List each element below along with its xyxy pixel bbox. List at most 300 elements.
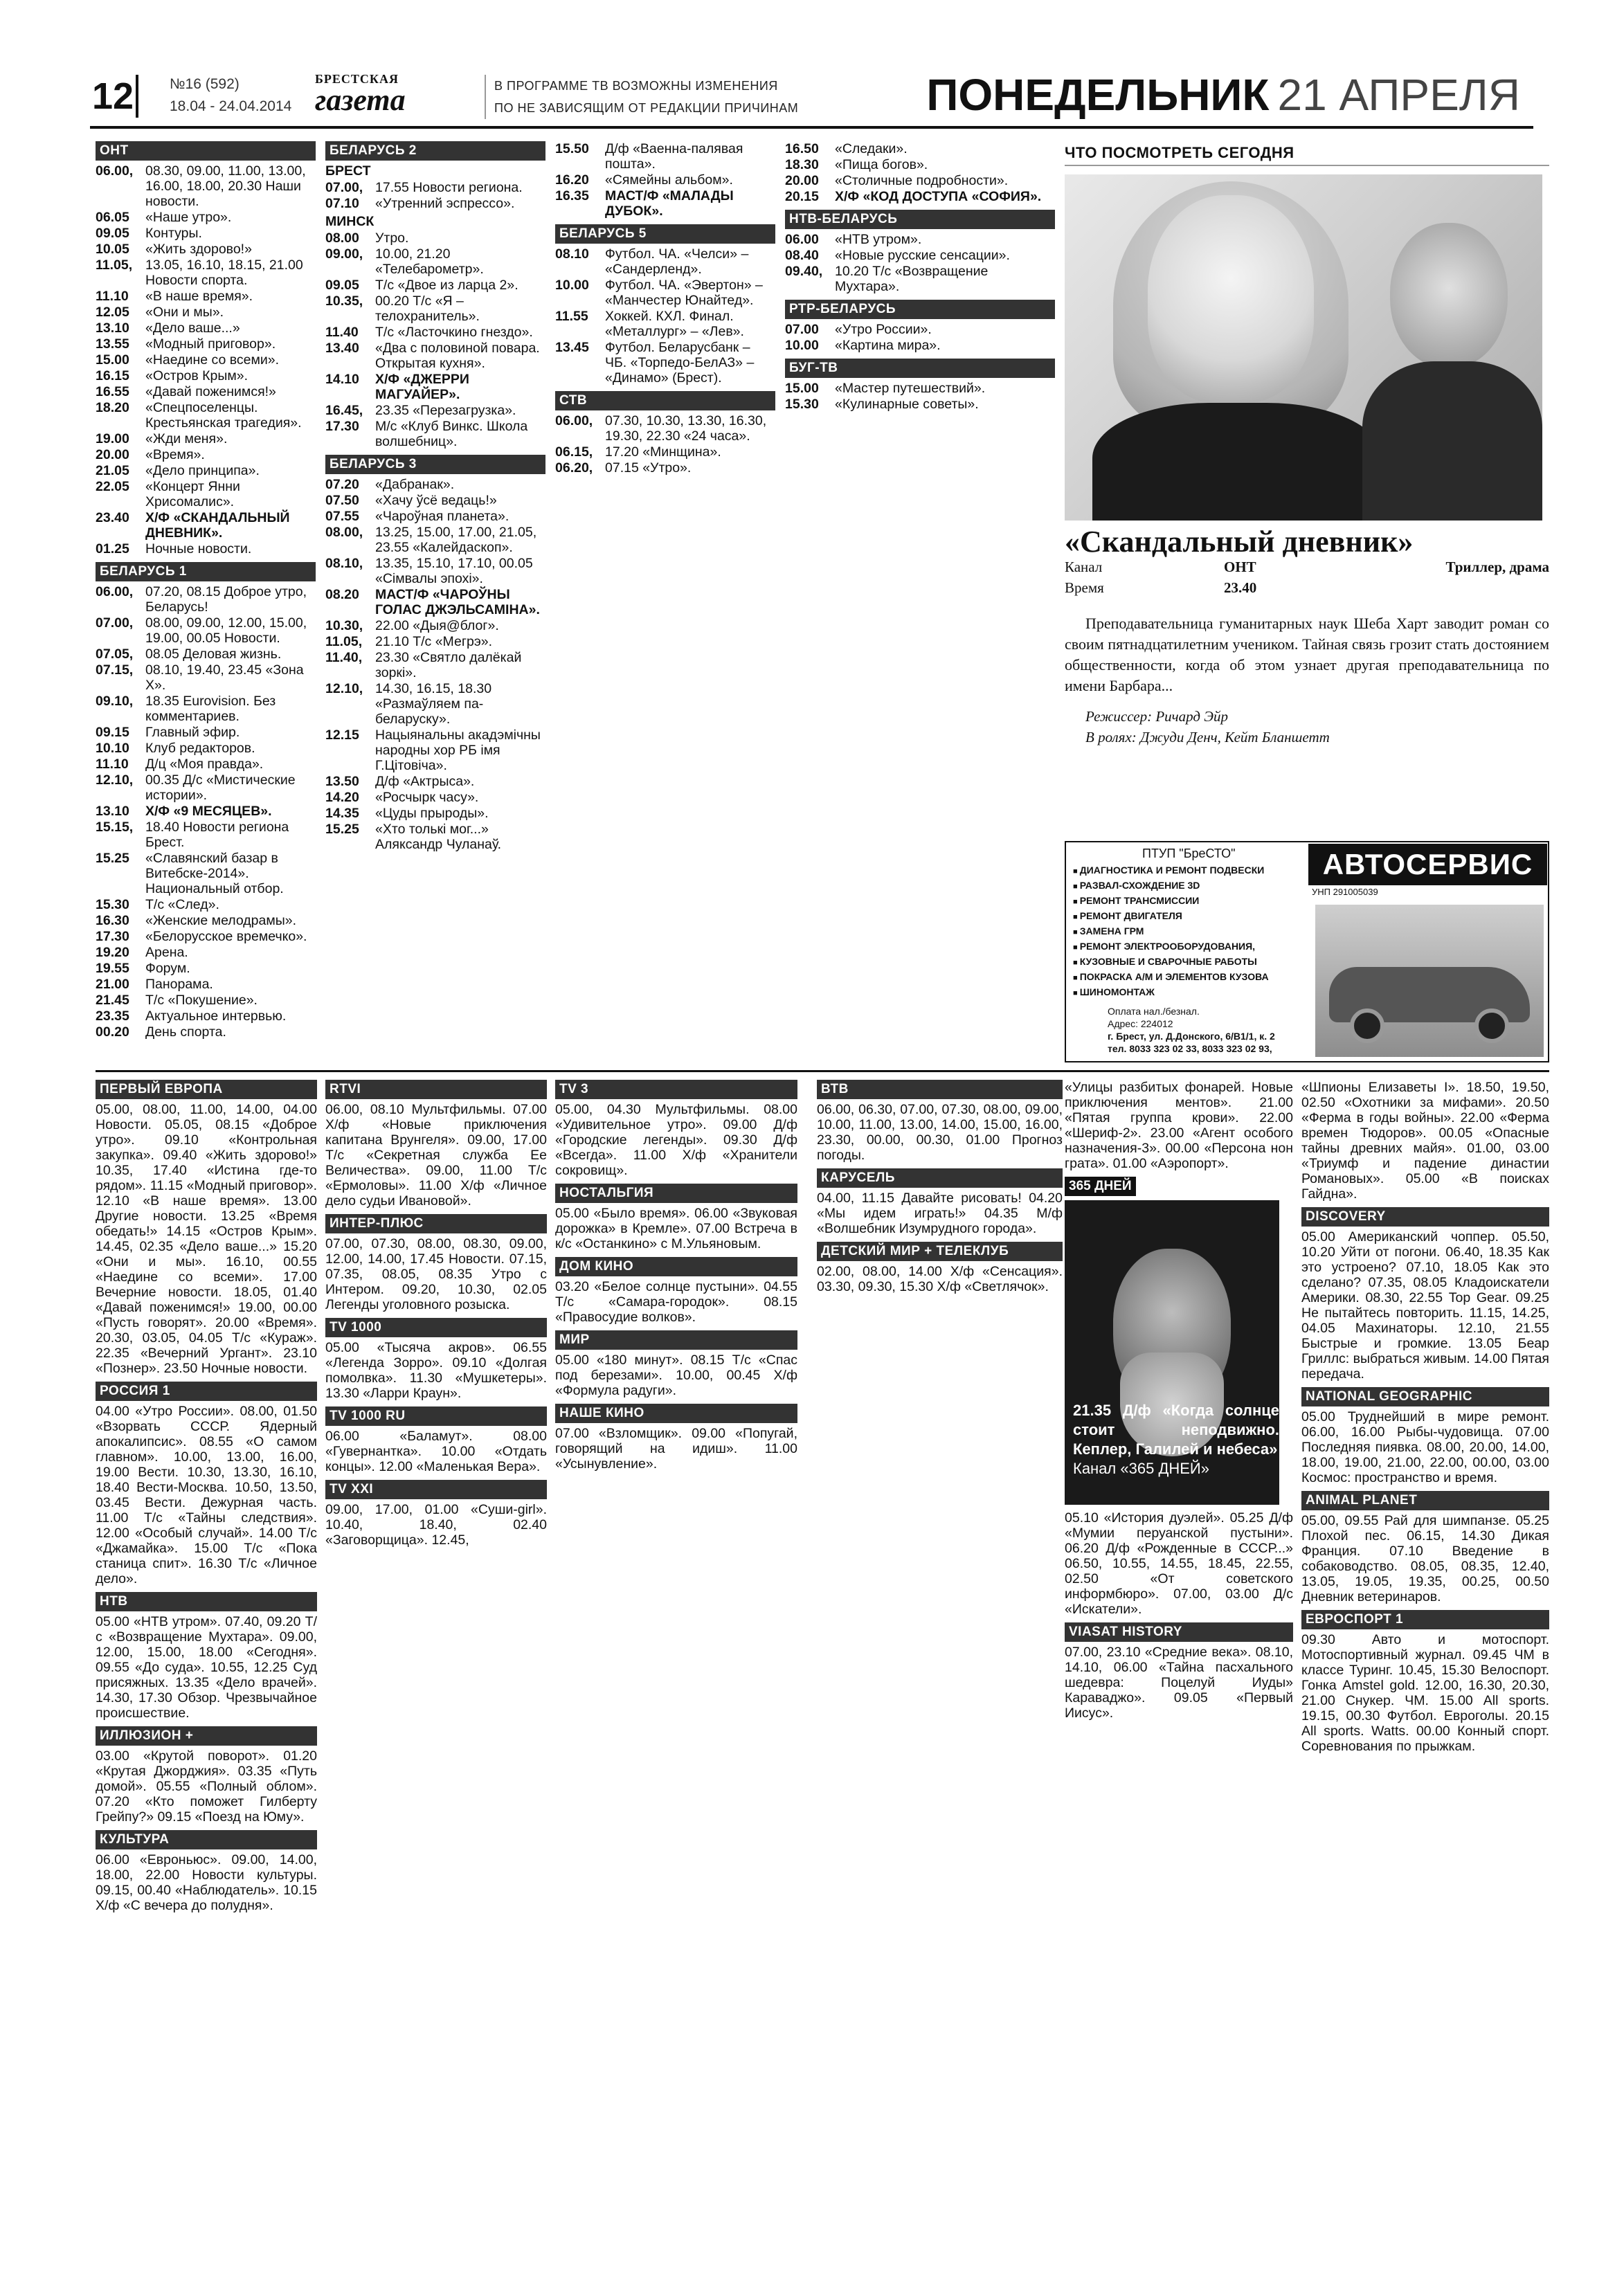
program-title: Футбол. ЧА. «Эвертон» – «Манчестер Юнайтед». [605, 278, 763, 308]
channel-header: НАШЕ КИНО [555, 1404, 797, 1423]
channel-text: 06.00, 08.10 Мультфильмы. 07.00 Х/ф «Новые приключения капитана Врунгеля». 09.00, 17.00 Т/с «Секретная служба Ее Величества». 09.00, 11.00 Т/с «Ермоловы». 11.00 Х/ф «Личное дело судьи Ивановой». [325, 1102, 547, 1209]
program-title: Т/с «Двое из ларца 2». [375, 278, 518, 293]
program-title: Хоккей. КХЛ. Финал. «Металлург» – «Лев». [605, 309, 744, 339]
program-row [96, 1008, 316, 1024]
channel-text: 09.00, 17.00, 01.00 «Суши-girl». 10.40, 18.40, 02.40 «Заговорщица». 12.45, [325, 1502, 547, 1548]
program-time: 13.10 [96, 320, 129, 336]
belarus5-rows [555, 246, 775, 386]
program-title: 08.30, 09.00, 11.00, 13.00, 16.00, 18.00, 20.30 Наши новости. [145, 163, 306, 209]
film-title: «Скандальный дневник» [1065, 525, 1414, 559]
column-3 [555, 141, 775, 1055]
program-title: 00.35 Д/с «Мистические истории». [145, 772, 296, 803]
program-title: 07.15 «Утро». [605, 460, 692, 476]
program-time: 13.50 [325, 774, 359, 789]
program-row [96, 929, 316, 944]
program-time: 09.05 [96, 226, 129, 241]
channel-header: НТВ [96, 1592, 317, 1611]
program-title: «Кулинарные советы». [835, 397, 979, 412]
channel-header: NATIONAL GEOGRAPHIC [1301, 1387, 1549, 1406]
film-director: Режиссер: Ричард Эйр [1085, 708, 1229, 725]
program-time: 16.15 [96, 368, 129, 383]
program-title: «Дело ваше...» [145, 320, 240, 336]
channel-text: 04.00 «Утро России». 08.00, 01.50 «Взорвать СССР. Ядерный апокалипсис». 08.55 «О самом главном». 10.00, 13.00, 16.00, 19.00 Вести. 10.30, 13.30, 16.10, 18.40 Вести-Москва. 10.50, 13.50, 03.45 Вести. Дежурная часть. 11.00 Т/с «Тайны следствия». 12.00 «Особый случай». 14.00 Т/с «Джамайка». 15.00 Т/с «Пока станица спит». 16.30 Т/с «Личное дело». [96, 1404, 317, 1586]
program-time: 15.30 [785, 397, 819, 412]
program-time: 17.30 [325, 419, 359, 434]
program-title: 13.25, 15.00, 17.00, 21.05, 23.55 «Калейдаскоп». [375, 525, 537, 555]
page-number: 12 [90, 75, 138, 118]
program-row [555, 278, 775, 308]
program-row [325, 230, 545, 246]
bug-tv-rows [785, 381, 1055, 412]
program-title: Форум. [145, 961, 190, 976]
ad-phones: тел. 8033 323 02 33, 8033 323 02 93, [1108, 1043, 1272, 1054]
program-title: «Белорусское времечко». [145, 929, 307, 944]
channel-text: 07.00, 07.30, 08.00, 08.30, 09.00, 12.00, 14.00, 17.45 Новости. 07.15, 07.35, 08.05, 08.35 Утро с Интером. 09.20, 10.30, 02.05 Легенды уголовного розыска. [325, 1236, 547, 1312]
program-title: Футбол. ЧА. «Челси» – «Сандерленд». [605, 246, 749, 277]
bottom-column-4 [817, 1080, 1063, 2277]
program-row [96, 541, 316, 557]
channel-header: RTVI [325, 1080, 547, 1099]
belarus1-rows [96, 584, 316, 1040]
channel-header: ВТВ [817, 1080, 1063, 1099]
program-title: «Хачу ўсё ведаць!» [375, 493, 497, 508]
channel-text: 05.00, 09.55 Рай для шимпанзе. 05.25 Плохой пес. 06.15, 14.30 Дикая Франция. 07.10 Введение в собаководство. 08.05, 08.35, 12.40, 13.05, 19.05, 19.35, 00.25, 00.50 Дневник ветеринаров. [1301, 1513, 1549, 1604]
program-title: МАСТ/Ф «МАЛАДЫ ДУБОК». [605, 188, 734, 219]
channel-text: 06.00 «Баламут». 08.00 «Гувернантка». 10.00 «Отдать концы». 12.00 «Маленькая Вера». [325, 1429, 547, 1474]
program-time: 07.50 [325, 493, 359, 508]
channel-header: ДОМ КИНО [555, 1257, 797, 1276]
program-row [325, 477, 545, 492]
program-time: 07.20 [325, 477, 359, 492]
program-time: 15.00 [96, 352, 129, 368]
channel-text: 03.00 «Крутой поворот». 01.20 «Крутая Джорджия». 03.35 «Путь домой». 05.55 «Полный облом». 07.20 «Кто поможет Гилберту Грейпу?» 09.15 «Поезд на Юму». [96, 1748, 317, 1825]
program-row [96, 163, 316, 209]
program-time: 09.10, [96, 694, 134, 709]
film-genre: Триллер, драма [1445, 559, 1549, 575]
ad-street: г. Брест, ул. Д.Донского, 6/В1/1, к. 2 [1108, 1031, 1275, 1042]
bottom-column-6 [1301, 1080, 1549, 2277]
weekday: ПОНЕДЕЛЬНИК [926, 70, 1270, 120]
channel-header: БЕЛАРУСЬ 2 [325, 141, 545, 161]
time-line [1065, 577, 1549, 598]
program-row [96, 820, 316, 850]
channel-header: БУГ-ТВ [785, 359, 1055, 378]
program-title: Д/ц «Моя правда». [145, 757, 264, 772]
program-title: «Утренний эспрессо». [375, 196, 515, 211]
program-time: 20.00 [785, 173, 819, 188]
channel-header: ДЕТСКИЙ МИР + ТЕЛЕКЛУБ [817, 1242, 1063, 1261]
program-row [96, 615, 316, 646]
bottom-section-rule [96, 1070, 1549, 1072]
program-time: 11.55 [555, 309, 588, 324]
program-title: Д/ф «Ваенна-палявая пошта». [605, 141, 743, 172]
program-row [325, 587, 545, 617]
program-time: 07.10 [325, 196, 359, 211]
channel-text: 05.00 Труднейший в мире ремонт. 06.00, 16.00 Рыбы-чудовища. 07.00 Последняя пиявка. 08.00, 20.00, 14.00, 18.00, 19.00, 21.00, 22.00, 00.00, 03.00 Космос: пространство и время. [1301, 1409, 1549, 1485]
program-row [785, 232, 1055, 247]
bottom-column-5 [1065, 1080, 1293, 2277]
program-title: Х/Ф «ДЖЕРРИ МАГУАЙЕР». [375, 372, 469, 402]
channel-ntv-bel [785, 210, 1055, 294]
ont-rows [96, 163, 316, 557]
program-title: «Мастер путешествий». [835, 381, 986, 396]
program-title: 00.20 Т/с «Я – телохранитель». [375, 293, 480, 324]
program-time: 23.35 [96, 1008, 129, 1024]
caption-title: 21.35 Д/ф «Когда солнце стоит неподвижно. Кеплер, Галилей и небеса» [1073, 1402, 1279, 1458]
program-row [96, 977, 316, 992]
program-row [96, 400, 316, 431]
actress-2-body [1362, 361, 1542, 521]
col3-top [555, 141, 775, 219]
program-row [96, 352, 316, 368]
program-time: 06.15, [555, 444, 593, 460]
program-time: 11.05, [325, 634, 363, 649]
actress-1-face [1148, 195, 1314, 403]
program-title: Контуры. [145, 226, 202, 241]
program-row [96, 725, 316, 740]
program-time: 10.05 [96, 242, 129, 257]
program-time: 21.45 [96, 993, 129, 1008]
program-row [96, 961, 316, 976]
channel-text: 02.00, 08.00, 14.00 Х/ф «Сенсация». 03.30, 09.30, 15.30 Х/ф «Светлячок». [817, 1264, 1063, 1294]
channel-header: ОНТ [96, 141, 316, 161]
column-2 [325, 141, 545, 1055]
program-row [96, 368, 316, 383]
ad-postcode: Адрес: 224012 [1108, 1018, 1173, 1029]
program-time: 08.10, [325, 556, 363, 571]
program-time: 15.50 [555, 141, 589, 156]
program-time: 16.45, [325, 403, 363, 418]
ad-service: ■ РАЗВАЛ-СХОЖДЕНИЕ 3D [1073, 878, 1269, 894]
program-title: «Остров Крым». [145, 368, 249, 383]
program-row [325, 634, 545, 649]
program-title: «Пища богов». [835, 157, 928, 172]
newspaper-logo [315, 72, 446, 117]
program-title: Главный эфир. [145, 725, 240, 740]
program-title: «Женские мелодрамы». [145, 913, 297, 928]
program-title: 17.55 Новости региона. [375, 180, 523, 195]
col4-top-rows [785, 141, 1055, 204]
program-title: Нацыянальны акадэмічны народны хор РБ імя Г.Цітовіча». [375, 727, 541, 773]
program-time: 10.00 [555, 278, 589, 293]
channel-text: 05.00, 04.30 Мультфильмы. 08.00 «Удивительное утро». 09.00 Д/ф «Городские легенды». 09.30 Д/ф «Всегда». 11.00 Х/ф «Хранители сокровищ». [555, 1102, 797, 1178]
channel-text: 09.30 Авто и мотоспорт. Мотоспортивный журнал. 09.45 ЧМ в классе Туринг. 10.45, 15.30 Велоспорт. Гонка Amstel gold. 12.00, 16.30, 20.30, 21.00 Снукер. ЧМ. 15.00 All sports. 19.15, 00.30 Футбол. Евроголы. 20.15 All sports. Watts. 00.00 Конный спорт. Соревнования по прыжкам. [1301, 1632, 1549, 1754]
channel-text: 07.00 «Взломщик». 09.00 «Попугай, говорящий на идиш». 11.00 «Усынувление». [555, 1426, 797, 1472]
channel-rtr-bel [785, 300, 1055, 353]
program-time: 13.55 [96, 336, 129, 352]
program-row [325, 325, 545, 340]
channel-header: НТВ-БЕЛАРУСЬ [785, 210, 1055, 229]
spotlight-panel [1065, 141, 1549, 833]
program-title: 14.30, 16.15, 18.30 «Размаўляем па-беларуску». [375, 681, 492, 727]
program-row [325, 806, 545, 821]
channel-header: КАРУСЕЛЬ [817, 1168, 1063, 1188]
program-time: 16.20 [555, 172, 589, 188]
program-row [325, 790, 545, 805]
channel-header: БЕЛАРУСЬ 1 [96, 562, 316, 581]
program-title: Актуальное интервью. [145, 1008, 287, 1024]
channel-header: DISCOVERY [1301, 1207, 1549, 1227]
program-row [325, 403, 545, 418]
program-title: 23.30 «Святло далёкай зоркі». [375, 650, 522, 680]
program-time: 07.00, [96, 615, 134, 631]
notice-line-2: ПО НЕ ЗАВИСЯЩИМ ОТ РЕДАКЦИИ ПРИЧИНАМ [494, 101, 799, 115]
program-title: 07.20, 08.15 Доброе утро, Беларусь! [145, 584, 307, 615]
channel-header: НОСТАЛЬГИЯ [555, 1184, 797, 1203]
program-row [785, 264, 1055, 294]
program-row [555, 460, 775, 476]
program-row [325, 278, 545, 293]
program-title: М/с «Клуб Винкс. Школа волшебниц». [375, 419, 528, 449]
program-row [96, 757, 316, 772]
program-time: 08.40 [785, 248, 819, 263]
program-time: 15.15, [96, 820, 134, 835]
channel-text: 05.00 «Тысяча акров». 06.55 «Легенда Зорро». 09.10 «Долгая помолвка». 11.30 «Мушкетеры». 13.30 «Ларри Краун». [325, 1340, 547, 1401]
channel-bug-tv [785, 359, 1055, 412]
program-row [96, 320, 316, 336]
program-time: 13.40 [325, 341, 359, 356]
program-time: 07.55 [325, 509, 359, 524]
program-title: «Спецпоселенцы. Крестьянская трагедия». [145, 400, 302, 431]
ntv-bel-rows [785, 232, 1055, 294]
program-time: 10.35, [325, 293, 363, 309]
actress-2-face [1390, 223, 1508, 368]
program-title: «Жди меня». [145, 431, 228, 446]
program-title: 18.35 Eurovision. Без комментариев. [145, 694, 276, 724]
program-row [96, 662, 316, 693]
program-time: 12.10, [325, 681, 363, 696]
program-time: 21.00 [96, 977, 129, 992]
channel-stv [555, 391, 775, 476]
program-title: «Наедине со всеми». [145, 352, 280, 368]
program-row [96, 584, 316, 615]
program-title: «Модный приговор». [145, 336, 276, 352]
program-time: 10.30, [325, 618, 363, 633]
channel-header: ИЛЛЮЗИОН + [96, 1726, 317, 1746]
program-row [555, 444, 775, 460]
ad-service: ■ РЕМОНТ ТРАНСМИССИИ [1073, 894, 1269, 909]
program-time: 22.05 [96, 479, 129, 494]
program-time: 13.45 [555, 340, 589, 355]
channel-header: БЕЛАРУСЬ 5 [555, 224, 775, 244]
ad-payment: Оплата нал./безнал. [1108, 1006, 1200, 1017]
program-time: 10.00 [785, 338, 819, 353]
program-title: 08.00, 09.00, 12.00, 15.00, 19.00, 00.05 Новости. [145, 615, 307, 646]
program-title: «Они и мы». [145, 305, 224, 320]
program-row [96, 646, 316, 662]
film-meta [1065, 557, 1549, 598]
col3-top-rows [555, 141, 775, 219]
program-title: «Столичные подробности». [835, 173, 1009, 188]
channel-text: 05.00 «НТВ утром». 07.40, 09.20 Т/с «Возвращение Мухтара». 09.00, 12.00, 15.00, 18.00 «Сегодня». 09.55 «До суда». 10.55, 12.25 Суд присяжных. 13.35 «Дело врачей». 14.30, 17.30 Обзор. Чрезвычайное происшествие. [96, 1614, 317, 1721]
program-row [785, 248, 1055, 263]
ad-service: ■ ДИАГНОСТИКА И РЕМОНТ ПОДВЕСКИ [1073, 863, 1269, 878]
belarus2-rows-b [325, 230, 545, 449]
program-time: 16.55 [96, 384, 129, 399]
film-synopsis: Преподавательница гуманитарных наук Шеба Харт заводит роман со своим пятнадцатилетним учеником. Тайная связь грозит стать достоянием общественности, когда об этом узнает другая преподавательница по имени Барбара... [1065, 615, 1549, 694]
program-row [96, 463, 316, 478]
rtr-bel-rows [785, 322, 1055, 353]
program-title: Арена. [145, 945, 188, 960]
belarus3-rows [325, 477, 545, 852]
program-title: «В наше время». [145, 289, 253, 304]
program-time: 09.15 [96, 725, 129, 740]
program-title: «Цуды прыроды». [375, 806, 489, 821]
program-title: День спорта. [145, 1024, 226, 1040]
program-title: 13.35, 15.10, 17.10, 00.05 «Сімвалы эпохі». [375, 556, 533, 586]
logo-line-2: газета [315, 83, 406, 117]
channel-text: 03.20 «Белое солнце пустыни». 04.55 Т/с «Самара-городок». 08.15 «Правосудие волков». [555, 1279, 797, 1325]
ad-service: ■ ЗАМЕНА ГРМ [1073, 924, 1269, 939]
program-row [325, 556, 545, 586]
program-title: 10.20 Т/с «Возвращение Мухтара». [835, 264, 989, 294]
channel-text: «Шпионы Елизаветы I». 18.50, 19.50, 02.50 «Охотники за мифами». 20.50 «Ферма в годы войны». 22.00 «Ферма времен Тюдоров». 00.05 «Опасные тайны древних майя». 01.00, 03.00 «Триумф и падение династии Романовых». 05.00 «В поисках Гайдна». [1301, 1080, 1549, 1202]
program-row [96, 431, 316, 446]
channel-header: TV 1000 RU [325, 1406, 547, 1426]
channel-belarus3 [325, 455, 545, 852]
program-row [325, 618, 545, 633]
program-title: 13.05, 16.10, 18.15, 21.00 Новости спорта. [145, 257, 303, 288]
ad-address [1108, 1005, 1275, 1055]
program-title: 17.20 «Минщина». [605, 444, 721, 460]
program-title: «Давай поженимся!» [145, 384, 276, 399]
stv-rows [555, 413, 775, 476]
program-time: 15.25 [96, 851, 129, 866]
program-title: «Два с половиной повара. Открытая кухня». [375, 341, 540, 371]
program-title: Д/ф «Актрыса». [375, 774, 475, 789]
program-title: «Чароўная планета». [375, 509, 509, 524]
program-time: 10.10 [96, 741, 129, 756]
caption-channel: Канал «365 ДНЕЙ» [1073, 1460, 1209, 1477]
program-time: 07.00, [325, 180, 363, 195]
program-time: 13.10 [96, 804, 129, 819]
program-row [96, 510, 316, 541]
program-title: Ночные новости. [145, 541, 252, 557]
channel-header: 365 ДНЕЙ [1065, 1177, 1136, 1196]
channel-value: ОНТ [1224, 559, 1256, 575]
program-title: Х/Ф «9 МЕСЯЦЕВ». [145, 804, 272, 819]
channel-header: ANIMAL PLANET [1301, 1491, 1549, 1510]
program-title: «Славянский базар в Витебске-2014». Национальный отбор. [145, 851, 284, 896]
program-row [555, 188, 775, 219]
program-time: 14.20 [325, 790, 359, 805]
program-time: 18.30 [785, 157, 819, 172]
channel-text: 05.00 Американский чоппер. 05.50, 10.20 Уйти от погони. 06.40, 18.35 Как это устроено? 07.10, 18.05 Как это сделано? 07.35, 08.05 Кладоискатели Америки. 08.30, 22.55 Top Gear. 09.25 Не пытайтесь повторить. 11.15, 14.25, 04.05 Махинаторы. 12.10, 21.55 Быстрые и громкие. 13.05 Беар Гриллс: выбраться живым. 14.00 Пятая передача. [1301, 1229, 1549, 1382]
program-time: 11.40, [325, 650, 363, 665]
program-row [325, 196, 545, 211]
program-title: Утро. [375, 230, 409, 246]
program-row [96, 226, 316, 241]
belarus2-rows-a [325, 180, 545, 211]
program-title: МАСТ/Ф «ЧАРОЎНЫ ГОЛАС ДЖЭЛЬСАМІНА». [375, 587, 540, 617]
program-time: 21.05 [96, 463, 129, 478]
program-time: 20.00 [96, 447, 129, 462]
col4-top [785, 141, 1055, 204]
channel-text: 06.00 «Евроньюс». 09.00, 14.00, 18.00, 22.00 Новости культуры. 09.15, 00.40 «Наблюдатель». 10.15 Х/ф «С вечера до полудня». [96, 1852, 317, 1913]
program-row [785, 189, 1055, 204]
channel-header: ПЕРВЫЙ ЕВРОПА [96, 1080, 317, 1099]
program-time: 15.25 [325, 822, 359, 837]
ad-service: ■ ПОКРАСКА А/М И ЭЛЕМЕНТОВ КУЗОВА [1073, 970, 1269, 985]
channel-ont [96, 141, 316, 557]
program-row [96, 772, 316, 803]
program-row [325, 180, 545, 195]
program-title: Т/с «След». [145, 897, 219, 912]
program-row [785, 141, 1055, 156]
program-time: 11.05, [96, 257, 133, 273]
program-title: «Росчырк часу». [375, 790, 479, 805]
program-title: 07.30, 10.30, 13.30, 16.30, 19.30, 22.30 «24 часа». [605, 413, 767, 444]
program-row [555, 340, 775, 386]
program-row [555, 172, 775, 188]
program-time: 09.05 [325, 278, 359, 293]
program-row [96, 1024, 316, 1040]
channel-header: TV 1000 [325, 1318, 547, 1337]
program-row [325, 822, 545, 852]
program-time: 19.55 [96, 961, 129, 976]
program-row [96, 913, 316, 928]
channel-label: Канал [1065, 559, 1103, 575]
program-row [325, 681, 545, 727]
program-row [96, 210, 316, 225]
ad-company: ПТУП "БреСТО" [1142, 847, 1236, 860]
program-row [325, 525, 545, 555]
program-title: «Сямейны альбом». [605, 172, 733, 188]
channel-text: 05.00 «Было время». 06.00 «Звуковая дорожка» в Кремле». 07.00 Встреча в к/с «Останкино» с М.Ульяновым. [555, 1206, 797, 1251]
program-time: 12.05 [96, 305, 129, 320]
program-title: «Наше утро». [145, 210, 232, 225]
program-title: «Жить здорово!» [145, 242, 252, 257]
channel-header: РОССИЯ 1 [96, 1382, 317, 1401]
program-time: 16.50 [785, 141, 819, 156]
program-row [325, 493, 545, 508]
issue-info [170, 73, 291, 118]
program-row [325, 246, 545, 277]
program-row [785, 157, 1055, 172]
channel-header: VIASAT HISTORY [1065, 1622, 1293, 1642]
logo-line-1: БРЕСТСКАЯ [315, 72, 399, 86]
program-time: 06.00, [96, 163, 134, 179]
program-title: 08.05 Деловая жизнь. [145, 646, 282, 662]
channel-text: «Улицы разбитых фонарей. Новые приключения ментов». 21.00 «Пятая группа крови». 22.00 «Шериф-2». 23.00 «Агент особого назначения-3». 00.00 «Персона нон грата». 01.00 «Аэропорт». [1065, 1080, 1293, 1171]
ad-service: ■ РЕМОНТ ДВИГАТЕЛЯ [1073, 909, 1269, 924]
ad-service: ■ РЕМОНТ ЭЛЕКТРООБОРУДОВАНИЯ, [1073, 939, 1269, 954]
channel-header: БЕЛАРУСЬ 3 [325, 455, 545, 474]
car-photo [1315, 905, 1544, 1057]
program-time: 06.00, [555, 413, 593, 428]
program-title: «Концерт Янни Хрисомалис». [145, 479, 240, 509]
program-title: «Хто толькі мог...» Аляксандр Чуланаў. [375, 822, 502, 852]
issue-number: №16 (592) [170, 76, 240, 92]
program-row [96, 336, 316, 352]
program-row [325, 372, 545, 402]
program-time: 11.40 [325, 325, 359, 340]
ad-service: ■ КУЗОВНЫЕ И СВАРОЧНЫЕ РАБОТЫ [1073, 954, 1269, 970]
program-row [785, 397, 1055, 412]
film-still-photo [1065, 174, 1542, 521]
program-time: 11.10 [96, 757, 129, 772]
channel-belarus2 [325, 141, 545, 449]
program-title: 08.10, 19.40, 23.45 «Зона Х». [145, 662, 304, 693]
channel-text: 05.00 «180 минут». 08.15 Т/с «Спас под березами». 10.00, 00.45 Х/ф «Формула радуги». [555, 1352, 797, 1398]
program-title: «НТВ утром». [835, 232, 922, 247]
film-cast: В ролях: Джуди Денч, Кейт Бланшетт [1085, 729, 1330, 745]
issue-dates: 18.04 - 24.04.2014 [170, 98, 292, 114]
program-time: 15.00 [785, 381, 819, 396]
ad-services [1073, 863, 1269, 1000]
program-row [785, 173, 1055, 188]
program-time: 15.30 [96, 897, 129, 912]
